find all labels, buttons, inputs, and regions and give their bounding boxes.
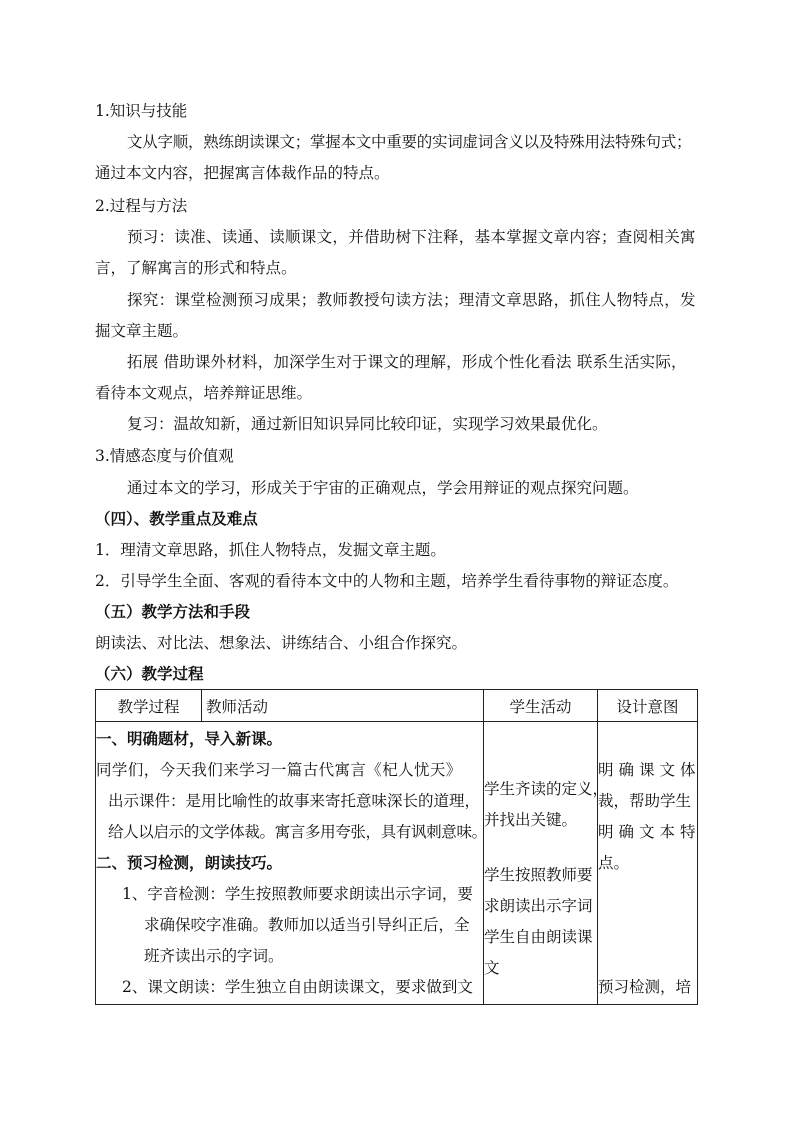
- teacher-line: 2、课文朗读：学生独立自由朗读课文，要求做到文: [122, 978, 473, 996]
- paragraph-extend-line1: 拓展 借助课外材料，加深学生对于课文的理解，形成个性化看法 联系生活实际，: [127, 353, 687, 371]
- teacher-line: 班齐读出示的字词。: [144, 947, 284, 965]
- step-1-title: 一、明确题材，导入新课。: [96, 729, 283, 748]
- student-line: 文: [484, 959, 500, 977]
- paragraph-explore-line2: 掘文章主题。: [95, 322, 189, 340]
- header-design-intent: 设计意图: [598, 690, 698, 722]
- intent-line: 预习检测，培: [598, 978, 692, 996]
- paragraph-review: 复习：温故知新，通过新旧知识异同比较印证，实现学习效果最优化。: [127, 415, 608, 433]
- header-student-activity: 学生活动: [484, 690, 598, 722]
- teacher-line: 1、字音检测：学生按照教师要求朗读出示字词，要: [122, 885, 473, 903]
- teaching-methods-text: 朗读法、对比法、想象法、讲练结合、小组合作探究。: [95, 634, 468, 652]
- heading-teaching-methods: （五）教学方法和手段: [95, 602, 251, 621]
- table-header-row: [96, 690, 698, 722]
- student-activity-cell: [484, 722, 609, 1005]
- heading-key-difficult-points: （四）、教学重点及难点: [95, 509, 258, 528]
- intent-line: 点。: [598, 854, 630, 872]
- design-intent-cell: [598, 722, 701, 1005]
- heading-knowledge-skills: 1.知识与技能: [95, 102, 188, 120]
- paragraph-emotion: 通过本文的学习，形成关于宇宙的正确观点，学会用辩证的观点探究问题。: [127, 479, 639, 497]
- paragraph-knowledge-line2: 通过本文内容，把握寓言体裁作品的特点。: [95, 164, 390, 182]
- heading-teaching-process: （六）教学过程: [95, 664, 204, 683]
- header-teaching-process: 教学过程: [96, 690, 202, 722]
- intent-line: 裁，帮助学生: [598, 792, 692, 810]
- teacher-line: 给人以启示的文学体裁。寓言多用夸张，具有讽刺意味。: [108, 823, 487, 841]
- heading-process-method: 2.过程与方法: [95, 197, 188, 215]
- table-row: [96, 722, 698, 1005]
- paragraph-preview-line1: 预习：读准、读通、读顺课文，并借助树下注释，基本掌握文章内容；查阅相关寓: [127, 228, 696, 246]
- key-point-item-2: 2．引导学生全面、客观的看待本文中的人物和主题，培养学生看待事物的辩证态度。: [95, 572, 679, 590]
- paragraph-extend-line2: 看待本文观点，培养辩证思维。: [95, 384, 313, 402]
- teacher-activity-cell: [96, 722, 487, 1005]
- student-line: 求朗读出示字词: [484, 897, 593, 915]
- paragraph-explore-line1: 探究：课堂检测预习成果；教师教授句读方法；理清文章思路，抓住人物特点，发: [127, 291, 696, 309]
- student-line: 学生齐读的定义，: [484, 780, 609, 798]
- teacher-line: 求确保咬字准确。教师加以适当引导纠正后，全: [144, 916, 470, 934]
- header-teacher-activity: 教师活动: [202, 690, 484, 722]
- student-line: 并找出关键。: [484, 811, 578, 829]
- key-point-item-1: 1．理清文章思路，抓住人物特点，发掘文章主题。: [95, 541, 446, 559]
- paragraph-knowledge-line1: 文从字顺，熟练朗读课文；掌握本文中重要的实词虚词含义以及特殊用法特殊句式；: [127, 133, 692, 151]
- intent-line: 明确课文体: [598, 761, 701, 779]
- step-2-title: 二、预习检测，朗读技巧。: [96, 853, 283, 872]
- teacher-line: 同学们，今天我们来学习一篇古代寓言《杞人忧天》: [96, 761, 462, 779]
- paragraph-preview-line2: 言，了解寓言的形式和特点。: [95, 259, 297, 277]
- teacher-line: 出示课件：是用比喻性的故事来寄托意味深长的道理，: [108, 792, 481, 810]
- student-line: 学生按照教师要: [484, 866, 593, 884]
- student-line: 学生自由朗读课: [484, 928, 593, 946]
- heading-emotion-values: 3.情感态度与价值观: [95, 447, 234, 465]
- intent-line: 明确文本特: [598, 823, 701, 841]
- teaching-process-table: [95, 689, 701, 1005]
